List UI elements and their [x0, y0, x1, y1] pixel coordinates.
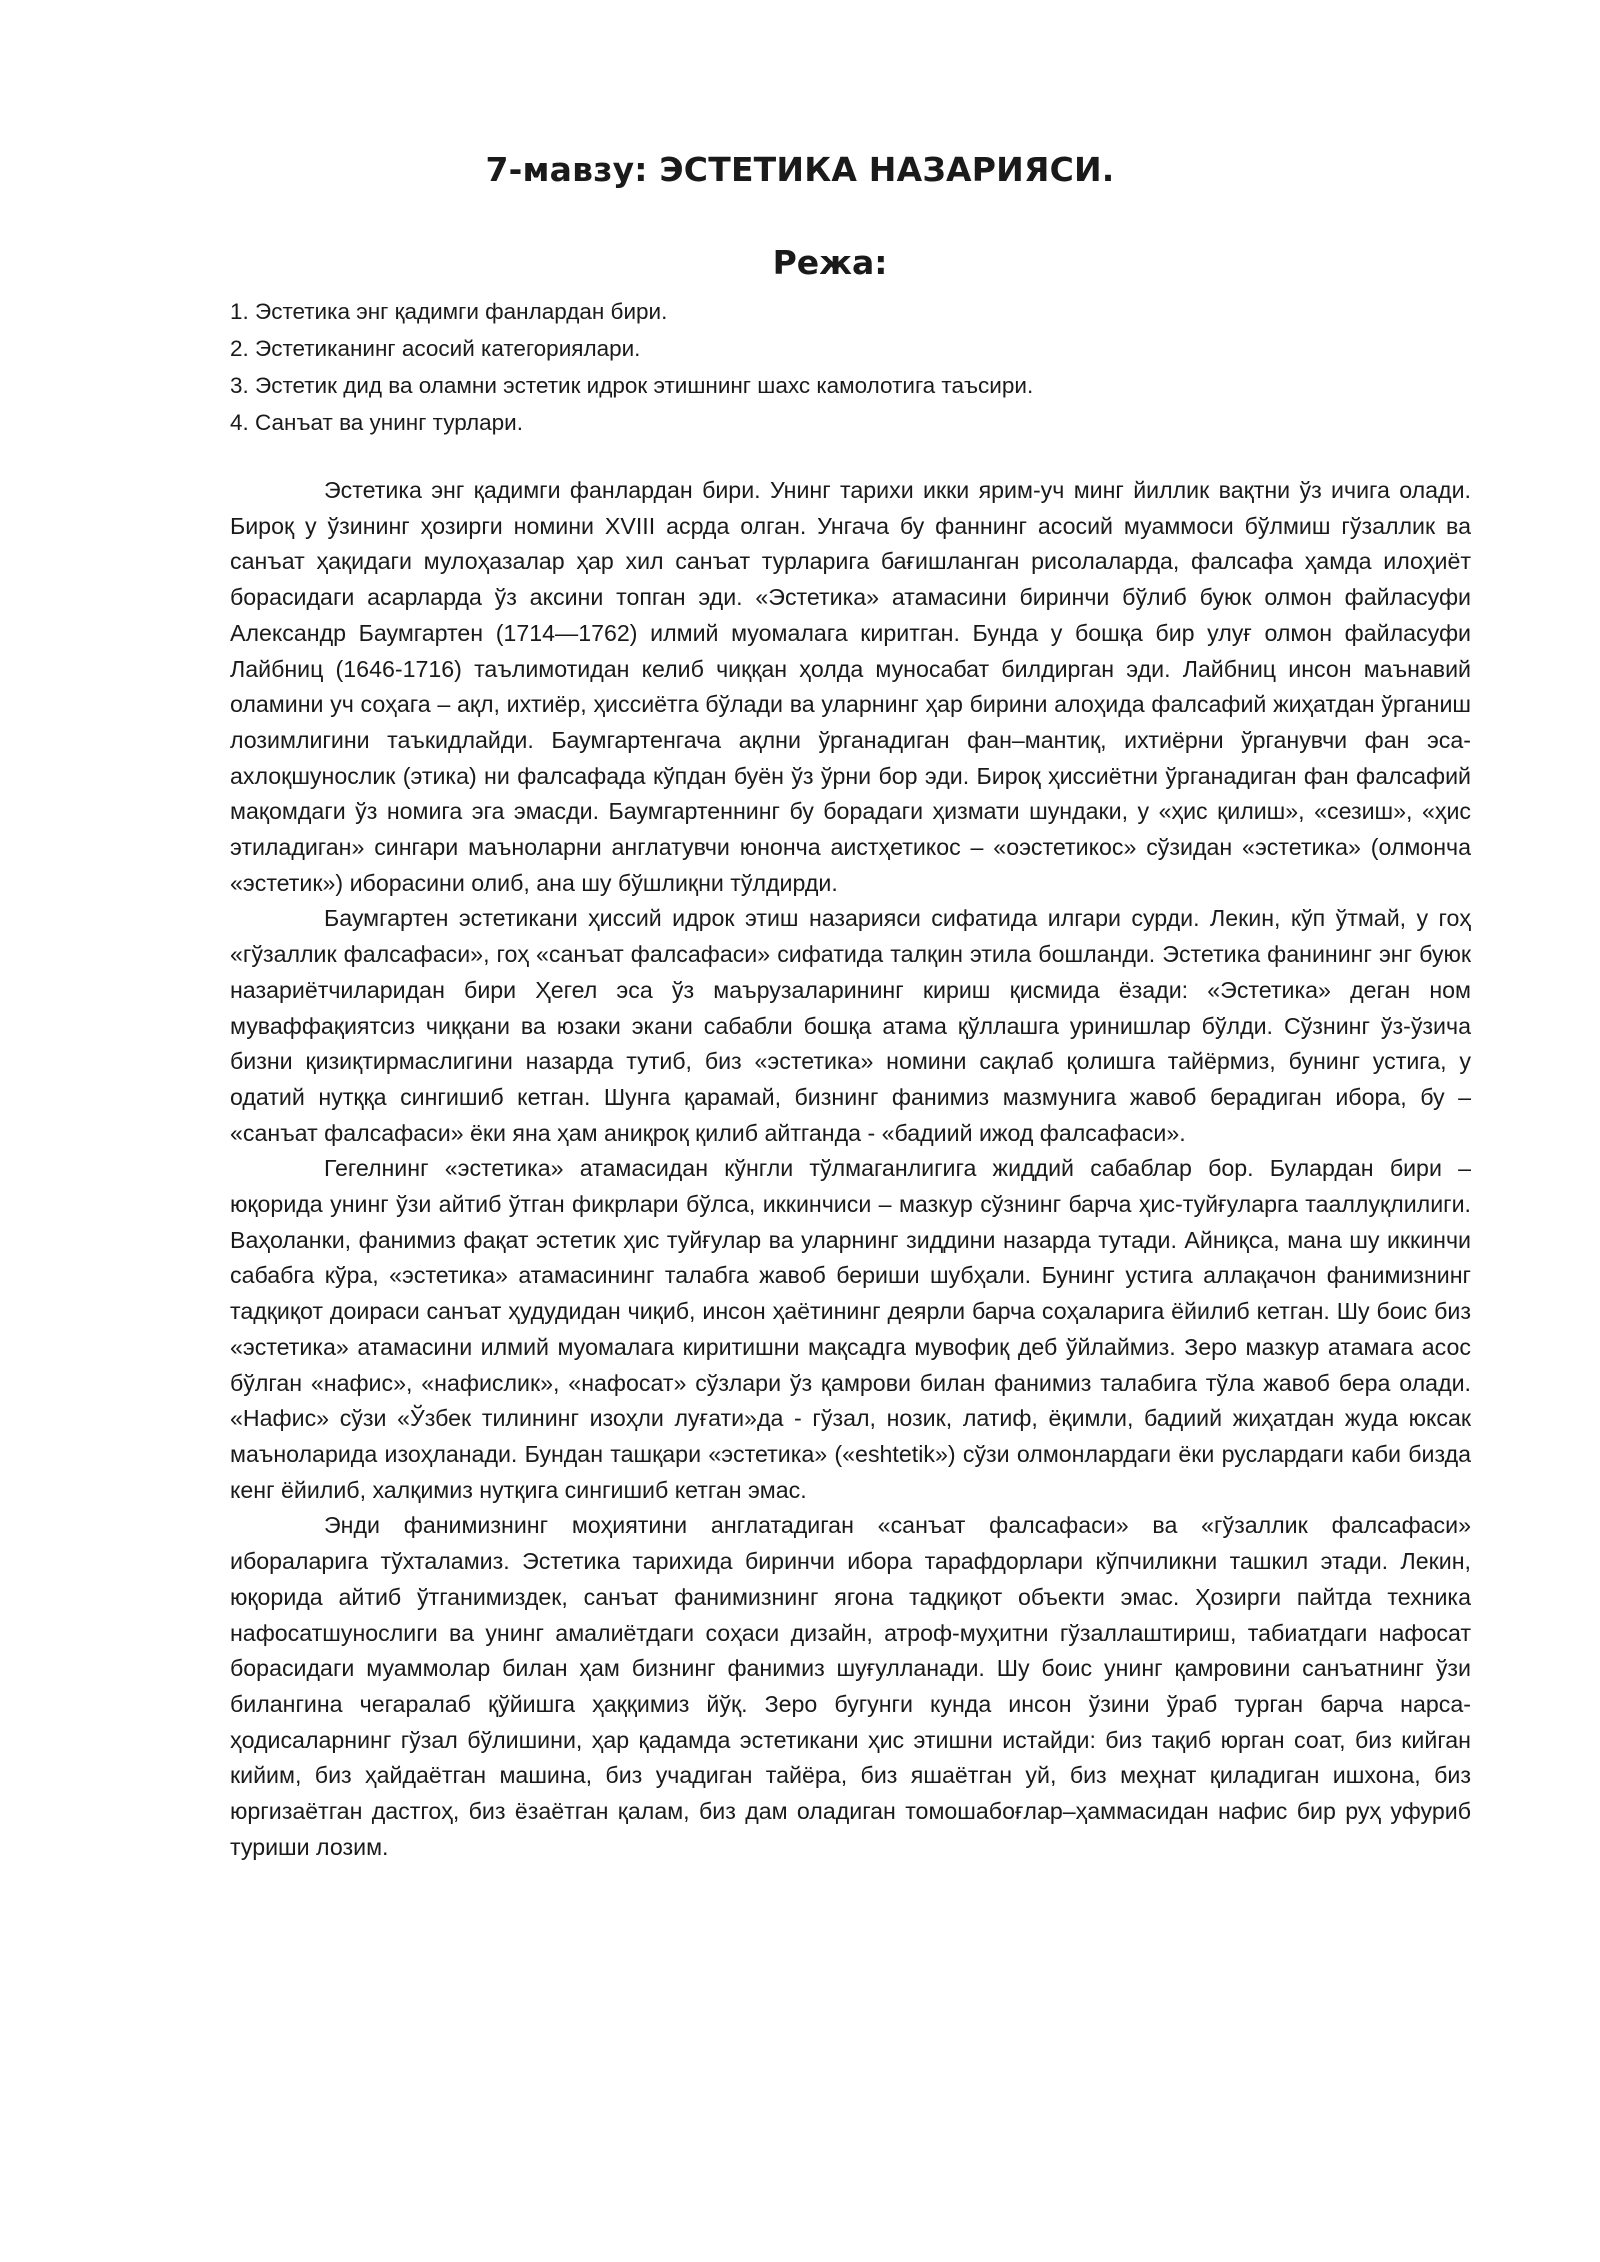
document-title: 7-мавзу: ЭСТЕТИКА НАЗАРИЯСИ.: [485, 150, 1115, 189]
paragraph: Энди фанимизнинг моҳиятини англатадиган «санъат фалсафаси» ва «гўзаллик фалсафаси» ибораларига тўхталамиз. Эстетика тарихида биринчи ибора тарафдорлари кўпчиликни ташкил этади. Лекин, юқорида айтиб ўтганимиздек, санъат фанимизнинг ягона тадқиқот объекти эмас. Ҳозирги пайтда техника нафосатшунослиги ва унинг амалиётдаги соҳаси дизайн, атроф-муҳитни гўзаллаштириш, табиатдаги нафосат борасидаги муаммолар билан ҳам бизнинг фанимиз шуғулланади. Шу боис унинг қамровини санъатнинг ўзи билангина чегаралаб қўйишга ҳаққимиз йўқ. Зеро бугунги кунда инсон ўзини ўраб турган барча нарса-ҳодисаларнинг гўзал бўлишини, ҳар қадамда эстетикани ҳис этишни истайди: биз тақиб юрган соат, биз кийган кийим, биз ҳайдаётган машина, биз учадиган тайёра, биз яшаётган уй, биз меҳнат қиладиган ишхона, биз юргизаётган дастгоҳ, биз ёзаётган қалам, биз дам оладиган томошабоғлар–ҳаммасидан нафис бир руҳ уфуриб туриши лозим.: [230, 1512, 1471, 1860]
plan-heading: Режа:: [772, 243, 888, 282]
plan-item: 2. Эстетиканинг асосий категориялари.: [230, 336, 641, 361]
paragraph: Гегелнинг «эстетика» атамасидан кўнгли тўлмаганлигига жиддий сабаблар бор. Булардан бири – юқорида унинг ўзи айтиб ўтган фикрлари бўлса, иккинчиси – мазкур сўзнинг барча ҳис-туйғуларга тааллуқлилиги. Ваҳоланки, фанимиз фақат эстетик ҳис туйғулар ва уларнинг зиддини назарда тутади. Айниқса, мана шу иккинчи сабабга кўра, «эстетика» атамасининг талабга жавоб бериши шубҳали. Бунинг устига аллақачон фанимизнинг тадқиқот доираси санъат ҳудудидан чиқиб, инсон ҳаётининг деярли барча соҳаларига ёйилиб кетган. Шу боис биз «эстетика» атамасини илмий муомалага киритишни мақсадга мувофиқ деб ўйлаймиз. Зеро мазкур атамага асос бўлган «нафис», «нафислик», «нафосат» сўзлари ўз қамрови билан фанимиз талабига тўла жавоб бера олади. «Нафис» сўзи «Ўзбек тилининг изоҳли луғати»да - гўзал, нозик, латиф, ёқимли, бадиий жиҳатдан жуда юксак маъноларида изоҳланади. Бундан ташқари «эстетика» («eshtetik») сўзи олмонлардаги ёки руслардаги каби бизда кенг ёйилиб, халқимиз нутқига сингишиб кетган эмас.: [230, 1155, 1471, 1503]
plan-item: 4. Санъат ва унинг турлари.: [230, 410, 523, 435]
paragraph: Эстетика энг қадимги фанлардан бири. Унинг тарихи икки ярим-уч минг йиллик вақтни ўз ичига олади. Бироқ у ўзининг ҳозирги номини XVIII асрда олган. Унгача бу фаннинг асосий муаммоси бўлмиш гўзаллик ва санъат ҳақидаги мулоҳазалар ҳар хил санъат турларига бағишланган рисолаларда, фалсафа ҳамда илоҳиёт борасидаги асарларда ўз аксини топган эди. «Эстетика» атамасини биринчи бўлиб буюк олмон файласуфи Александр Баумгартен (1714—1762) илмий муомалага киритган. Бунда у бошқа бир улуғ олмон файласуфи Лайбниц (1646-1716) таълимотидан келиб чиққан ҳолда муносабат билдирган эди. Лайбниц инсон маънавий оламини уч соҳага – ақл, ихтиёр, ҳиссиётга бўлади ва уларнинг ҳар бирини алоҳида фалсафий жиҳатдан ўрганиш лозимлигини таъкидлайди. Баумгартенгача ақлни ўрганадиган фан–мантиқ, ихтиёрни ўрганувчи фан эса-ахлоқшунослик (этика) ни фалсафада кўпдан буён ўз ўрни бор эди. Бироқ ҳиссиётни ўрганадиган фан фалсафий мақомдаги ўз номига эга эмасди. Баумгартеннинг бу борадаги ҳизмати шундаки, у «ҳис қилиш», «сезиш», «ҳис этиладиган» сингари маъноларни англатувчи юнонча аистҳетикос – «оэстетикос» сўзидан «эстетика» (олмонча «эстетик») иборасини олиб, ана шу бўшлиқни тўлдирди.: [230, 477, 1471, 896]
plan-item: 1. Эстетика энг қадимги фанлардан бири.: [230, 299, 668, 324]
paragraph: Баумгартен эстетикани ҳиссий идрок этиш назарияси сифатида илгари сурди. Лекин, кўп ўтмай, у гоҳ «гўзаллик фалсафаси», гоҳ «санъат фалсафаси» сифатида талқин этила бошланди. Эстетика фанининг энг буюк назариётчиларидан бири Ҳегел эса ўз маърузаларининг кириш қисмида ёзади: «Эстетика» деган ном муваффақиятсиз чиққани ва юзаки экани сабабли бошқа атама қўллашга уринишлар бўлди. Сўзнинг ўз-ўзича бизни қизиқтирмаслигини назарда тутиб, биз «эстетика» номини сақлаб қолишга тайёрмиз, бунинг устига, у одатий нутққа сингишиб кетган. Шунга қарамай, бизнинг фанимиз мазмунига жавоб берадиган ибора, бу – «санъат фалсафаси» ёки яна ҳам аниқроқ қилиб айтганда - «бадиий ижод фалсафаси».: [230, 905, 1471, 1146]
plan-item: 3. Эстетик дид ва оламни эстетик идрок этишнинг шахс камолотига таъсири.: [230, 373, 1034, 398]
body-text: [230, 473, 1471, 1865]
plan-list: [230, 293, 1380, 441]
